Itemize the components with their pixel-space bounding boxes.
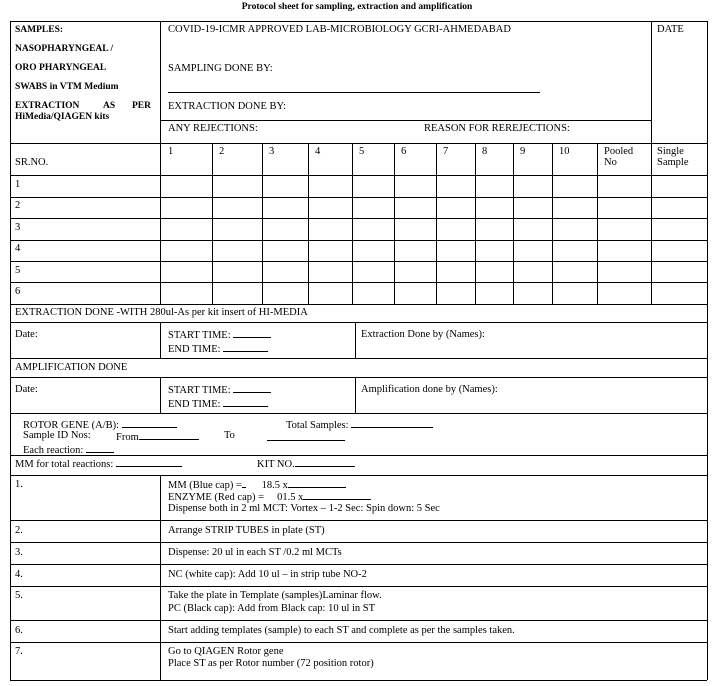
- step-number: 4.: [15, 569, 23, 580]
- sample-id-from-field[interactable]: From: [116, 430, 199, 444]
- step-number: 2.: [15, 525, 23, 536]
- srno-header: SR.NO.: [15, 157, 49, 168]
- extraction-end-time[interactable]: END TIME:: [168, 342, 268, 356]
- step-number: 5.: [15, 590, 23, 601]
- samples-line: EXTRACTION: [15, 101, 80, 111]
- sampling-done-by-label: SAMPLING DONE BY:: [168, 63, 273, 74]
- enzyme-red-cap-line: ENZYME (Red cap) = 01.5 x: [168, 490, 371, 504]
- samples-line: HiMedia/QIAGEN kits: [15, 112, 110, 122]
- row-number: 2: [15, 200, 21, 211]
- step-text: Arrange STRIP TUBES in plate (ST): [168, 525, 325, 536]
- column-header: 10: [559, 146, 570, 157]
- step-text: Dispense both in 2 ml MCT: Vortex – 1-2 Sec: Spin down: 5 Sec: [168, 503, 440, 514]
- samples-line: NASOPHARYNGEAL /: [15, 44, 114, 54]
- extraction-done-by-names: Extraction Done by (Names):: [361, 329, 485, 340]
- column-header: 8: [482, 146, 488, 157]
- reason-rejections-label: REASON FOR REREJECTIONS:: [424, 123, 570, 134]
- sampling-signature-line[interactable]: [168, 92, 540, 93]
- step-text: PC (Black cap): Add from Black cap: 10 ul in ST: [168, 603, 376, 614]
- single-header: Sample: [657, 157, 689, 168]
- column-header: 5: [359, 146, 365, 157]
- lab-name: COVID-19-ICMR APPROVED LAB-MICROBIOLOGY GCRI-AHMEDABAD: [168, 24, 511, 35]
- step-text: Go to QIAGEN Rotor gene: [168, 646, 284, 657]
- step-text: Dispense: 20 ul in each ST /0.2 ml MCTs: [168, 547, 342, 558]
- sample-id-nos-label: Sample ID Nos:: [23, 430, 91, 441]
- extraction-date-label: Date:: [15, 329, 38, 340]
- step-text: Take the plate in Template (samples)Laminar flow.: [168, 590, 382, 601]
- pooled-header: No: [604, 157, 617, 168]
- step-text: Start adding templates (sample) to each ST and complete as per the samples taken.: [168, 625, 515, 636]
- amplification-heading: AMPLIFICATION DONE: [15, 362, 128, 373]
- date-header: DATE: [657, 24, 684, 35]
- samples-line: SAMPLES:: [15, 25, 64, 35]
- column-header: 4: [315, 146, 321, 157]
- samples-line: AS: [103, 101, 116, 111]
- step-number: 7.: [15, 646, 23, 657]
- column-header: 1: [168, 146, 174, 157]
- amplification-date-label: Date:: [15, 384, 38, 395]
- sample-id-to-label: To: [224, 430, 235, 441]
- single-header: Single: [657, 146, 684, 157]
- column-header: 3: [269, 146, 275, 157]
- step-text: NC (white cap): Add 10 ul – in strip tube NO-2: [168, 569, 367, 580]
- amplification-end-time[interactable]: END TIME:: [168, 397, 268, 411]
- total-samples-field[interactable]: Total Samples:: [286, 418, 433, 432]
- pooled-header: Pooled: [604, 146, 634, 157]
- step-number: 1.: [15, 479, 23, 490]
- any-rejections-label: ANY REJECTIONS:: [168, 123, 258, 134]
- column-header: 6: [401, 146, 407, 157]
- row-number: 3: [15, 222, 21, 233]
- row-number: 1: [15, 179, 21, 190]
- amplification-done-by-names: Amplification done by (Names):: [361, 384, 498, 395]
- column-header: 7: [443, 146, 449, 157]
- row-number: 6: [15, 286, 21, 297]
- kit-no-field[interactable]: KIT NO.: [257, 457, 355, 471]
- each-reaction-field[interactable]: Each reaction:: [23, 443, 114, 457]
- sample-id-to-field[interactable]: [267, 440, 345, 441]
- step-text: Place ST as per Rotor number (72 position rotor): [168, 658, 374, 669]
- row-number: 4: [15, 243, 21, 254]
- extraction-heading: EXTRACTION DONE -WITH 280ul-As per kit insert of HI-MEDIA: [15, 307, 308, 318]
- samples-line: PER: [132, 101, 151, 111]
- mm-blue-cap-line: MM (Blue cap) = 18.5 x: [168, 478, 346, 492]
- row-number: 5: [15, 265, 21, 276]
- amplification-start-time[interactable]: START TIME:: [168, 383, 271, 397]
- samples-line: SWABS in VTM Medium: [15, 82, 119, 92]
- column-header: 2: [219, 146, 225, 157]
- page-title: Protocol sheet for sampling, extraction and amplification: [241, 2, 473, 12]
- step-number: 6.: [15, 625, 23, 636]
- samples-line: ORO PHARYNGEAL: [15, 63, 107, 73]
- mm-total-field[interactable]: MM for total reactions:: [15, 457, 182, 471]
- step-number: 3.: [15, 547, 23, 558]
- rotor-gene-field[interactable]: ROTOR GENE (A/B):: [23, 418, 177, 432]
- extraction-done-by-label: EXTRACTION DONE BY:: [168, 101, 287, 112]
- extraction-start-time[interactable]: START TIME:: [168, 328, 271, 342]
- column-header: 9: [520, 146, 526, 157]
